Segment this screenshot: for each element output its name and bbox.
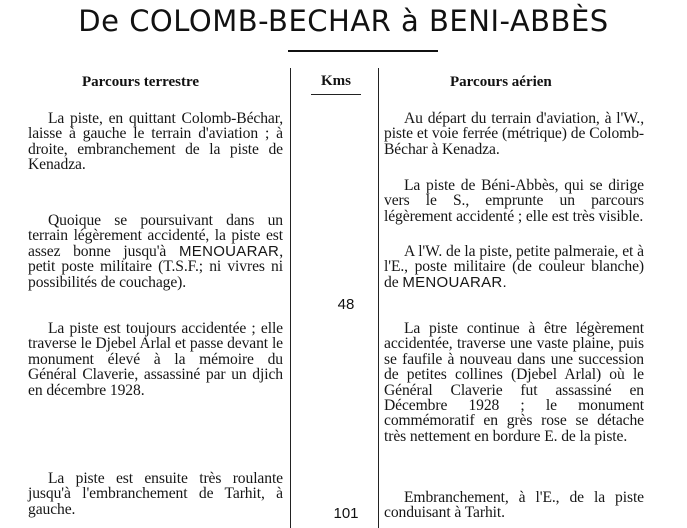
aerien-paragraph-3 bbox=[384, 244, 644, 290]
place-menouarar-aerien: MENOUARAR. bbox=[402, 273, 508, 291]
header-kms: Kms bbox=[292, 73, 380, 90]
page-title: De COLOMB-BECHAR à BENI-ABBÈS bbox=[78, 4, 609, 38]
column-divider-left bbox=[290, 68, 291, 528]
aerien-paragraph-4: La piste continue à être légèrement accidentée, traverse une vaste plaine, puis se faufile à nouveau dans une succession de petites collines (Djebel Arlal) où le Général Claverie fut assassiné en Décembre 1928 ; le monument commémoratif en grès rose se détache très nettement en bordure E. de la piste. bbox=[384, 320, 644, 445]
header-parcours-terrestre: Parcours terrestre bbox=[82, 74, 200, 90]
terrestre-paragraph-2-text-a: Quoique se poursuivant dans un terrain légèrement accidenté, la piste est assez bonne jusqu'à bbox=[28, 212, 283, 260]
aerien-paragraph-2: La piste de Béni-Abbès, qui se dirige vers le S., emprunte un parcours légèrement accidenté ; elle est très visible. bbox=[384, 177, 644, 225]
terrestre-paragraph-4: La piste est ensuite très roulante jusqu'à l'embranchement de Tarhit, à gauche. bbox=[28, 470, 283, 518]
terrestre-paragraph-1: La piste, en quittant Colomb-Béchar, laisse à gauche le terrain d'aviation ; à droite, embranchement de la piste de Kenadza. bbox=[28, 110, 283, 174]
header-parcours-aerien: Parcours aérien bbox=[450, 74, 552, 90]
terrestre-paragraph-3: La piste est toujours accidentée ; elle traverse le Djebel Arlal et passe devant le monument élevé à la mémoire du Général Claverie, assassiné par un djich en décembre 1928. bbox=[28, 320, 283, 399]
terrestre-paragraph-2-text-b: , petit poste militaire (T.S.F.; ni vivres ni possibilités de couchage). bbox=[28, 242, 283, 291]
aerien-paragraph-3-text: A l'W. de la piste, petite palmeraie, et à l'E., poste militaire (de couleur blanche) de bbox=[384, 243, 644, 291]
place-menouarar: MENOUARAR bbox=[178, 242, 280, 260]
kms-value-101: 101 bbox=[333, 505, 359, 522]
title-underline bbox=[288, 50, 438, 52]
aerien-paragraph-1: Au départ du terrain d'aviation, à l'W., piste et voie ferrée (métrique) de Colomb-Béchar à Kenadza. bbox=[384, 110, 644, 158]
aerien-paragraph-5: Embranchement, à l'E., de la piste conduisant à Tarhit. bbox=[384, 489, 644, 522]
kms-value-48: 48 bbox=[337, 296, 355, 313]
terrestre-paragraph-2 bbox=[28, 213, 283, 290]
